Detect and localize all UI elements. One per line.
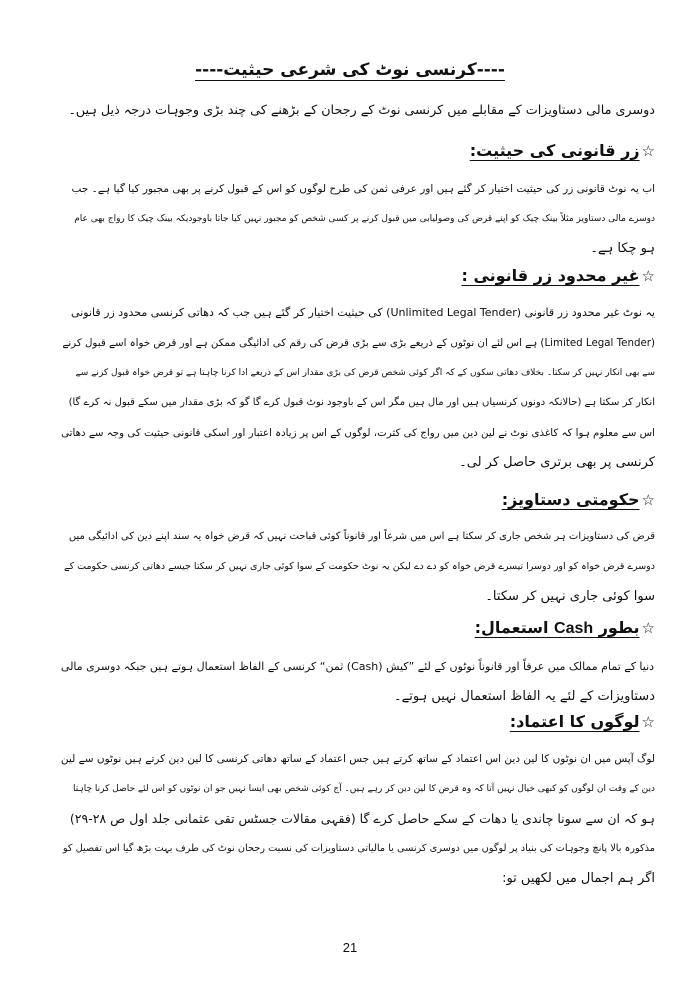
paragraph-line: اگر ہم اجمال میں لکھیں تو: — [502, 871, 655, 886]
paragraph-line: ہو کہ ان سے سونا چاندی یا دھات کے سکے حاصل کرے گا (فقہی مقالات جسٹس تقی عثمانی جلد اول ص ۲۸-۲۹) — [69, 811, 655, 826]
intro-paragraph — [60, 96, 655, 126]
paragraph-line: اس سے معلوم ہوا کہ کاغذی نوٹ نے لین دین میں رواج کی کثرت، لوگوں کے اس پر زیادہ اعتبار اور اسکی قانونی حیثیت کی وجہ سے دھاتی — [61, 427, 655, 439]
section-heading-public-trust — [510, 712, 655, 731]
section-heading-cash-usage — [475, 618, 655, 638]
paragraph-line: ہو چکا ہے۔ — [590, 241, 655, 256]
star-icon: ☆ — [641, 713, 655, 731]
section-heading-latin: Cash — [554, 620, 594, 637]
paragraph-line: اب یہ نوٹ قانونی زر کی حیثیت اختیار کر گئے ہیں اور عرفی ثمن کی طرح لوگوں کو اس کے قبول کرنے پر بھی مجبور کیا گیا ہے۔ جب — [71, 183, 655, 195]
paragraph-line: یہ نوٹ غیر محدود زر قانونی (Unlimited Legal Tender) کی حیثیت اختیار کر گئے ہیں جب کہ دھاتی کرنسی محدود زر قانونی — [71, 306, 655, 319]
section-heading-unlimited-legal-tender — [461, 266, 655, 285]
paragraph-line: انکار کر سکتا ہے (حالانکہ دونوں کرنسیاں ہیں اور مال ہیں مگر اس کے باوجود نوٹ قبول کرے گا گو کہ بڑی مقدار میں سکے قبول نہ کرے گا) — [68, 397, 655, 408]
section-paragraph-legal-tender — [60, 174, 655, 264]
paragraph-line: لوگ آپس میں ان نوٹوں کا لین دین اس اعتماد کے ساتھ کرتے ہیں جس اعتماد کے ساتھ دھاتی کرنسی کا لین دین کرتے ہیں نوٹوں سے لین — [60, 753, 655, 765]
paragraph-line: کرنسی پر بھی برتری حاصل کر لی۔ — [459, 455, 655, 470]
paragraph-line: دین کے وقت ان لوگوں کو کبھی خیال نہیں آتا کہ وہ قرض کا لین دین کر رہے ہیں۔ آج کوئی شخص بھی ایسا نہیں جو ان نوٹوں کو اس لئے حاصل کرنا چاہتا — [73, 784, 655, 794]
intro-line: دوسری مالی دستاویزات کے مقابلے میں کرنسی نوٹ کے رجحان کے بڑھنے کی چند بڑی وجوہات درجہ ذیل ہیں۔ — [68, 103, 655, 118]
star-icon: ☆ — [641, 491, 655, 509]
section-heading-text: حکومتی دستاویز: — [501, 490, 640, 509]
section-heading-government-document — [502, 490, 655, 509]
paragraph-line: دستاویزات کے لئے یہ الفاظ استعمال نہیں ہوتے۔ — [394, 689, 655, 704]
star-icon: ☆ — [641, 619, 655, 637]
paragraph-line: دوسرے مالی دستاویز مثلاً بینک چیک کو اپنے قرض کی وصولیابی میں قبول کرنے پر کسی شخص کو مجبور نہیں کیا جاتا باوجودیکہ بینک چیک کا رواج بھی عام — [74, 214, 655, 224]
section-heading-legal-tender — [470, 141, 655, 160]
section-heading-suffix: استعمال: — [474, 618, 555, 637]
paragraph-line: دنیا کے تمام ممالک میں عرفاً اور قانوناً نوٹوں کے لئے ”کیش (Cash) ثمن“ کرنسی کے الفاظ استعمال ہوتے ہیں جبکہ دوسری مالی — [60, 660, 655, 673]
section-heading-text: غیر محدود زر قانونی : — [461, 266, 640, 285]
section-heading-text: لوگوں کا اعتماد: — [509, 712, 640, 731]
paragraph-line: مذکورہ بالا پانچ وجوہات کی بنیاد پر لوگوں میں دوسری کرنسی یا مالیاتی دستاویزات کی نسبت رجحان نوٹ کی طرف بہت بڑھ گیا اس تفصیل کو — [62, 843, 655, 854]
star-icon: ☆ — [641, 142, 655, 160]
section-paragraph-cash-usage — [60, 652, 655, 712]
section-heading-prefix: بطور — [593, 618, 640, 637]
section-paragraph-unlimited-legal-tender — [60, 298, 655, 478]
section-paragraph-public-trust — [60, 744, 655, 894]
paragraph-line: قرض کی دستاویزات ہر شخص جاری کر سکتا ہے اس میں شرعاً اور قانوناً کوئی قباحت نہیں کہ قرض خواہ یہ سند اپنے دین کی ادائیگی میں — [68, 531, 655, 542]
page-title: ----کرنسی نوٹ کی شرعی حیثیت---- — [195, 60, 505, 80]
section-heading-text: زر قانونی کی حیثیت: — [469, 141, 640, 160]
section-paragraph-government-document — [60, 522, 655, 612]
page-number: 21 — [342, 940, 358, 955]
paragraph-line: دوسرے قرض خواہ کو اور دوسرا تیسرے قرض خواہ کو دے دے لیکن یہ نوٹ حکومت کے سوا کوئی جاری نہیں کر سکتا جیسے دھاتی کرنسی حکومت کے — [64, 561, 655, 572]
paragraph-line: سوا کوئی جاری نہیں کر سکتا۔ — [485, 589, 655, 604]
star-icon: ☆ — [641, 267, 655, 285]
paragraph-line: (Limited Legal Tender) ہے اس لئے ان نوٹوں کے ذریعے بڑی سے بڑی قرض کی رقم کی ادائیگی ممکن ہے اور قرض خواہ اسے قبول کرنے — [62, 337, 655, 349]
paragraph-line: سے بھی انکار نہیں کر سکتا۔ بخلاف دھاتی سکوں کے کہ اگر کوئی شخص قرض کی بڑی مقدار اس کے ذریعے ادا کرنا چاہتا ہے تو قرض خواہ قبول کرنے سے — [75, 368, 655, 378]
